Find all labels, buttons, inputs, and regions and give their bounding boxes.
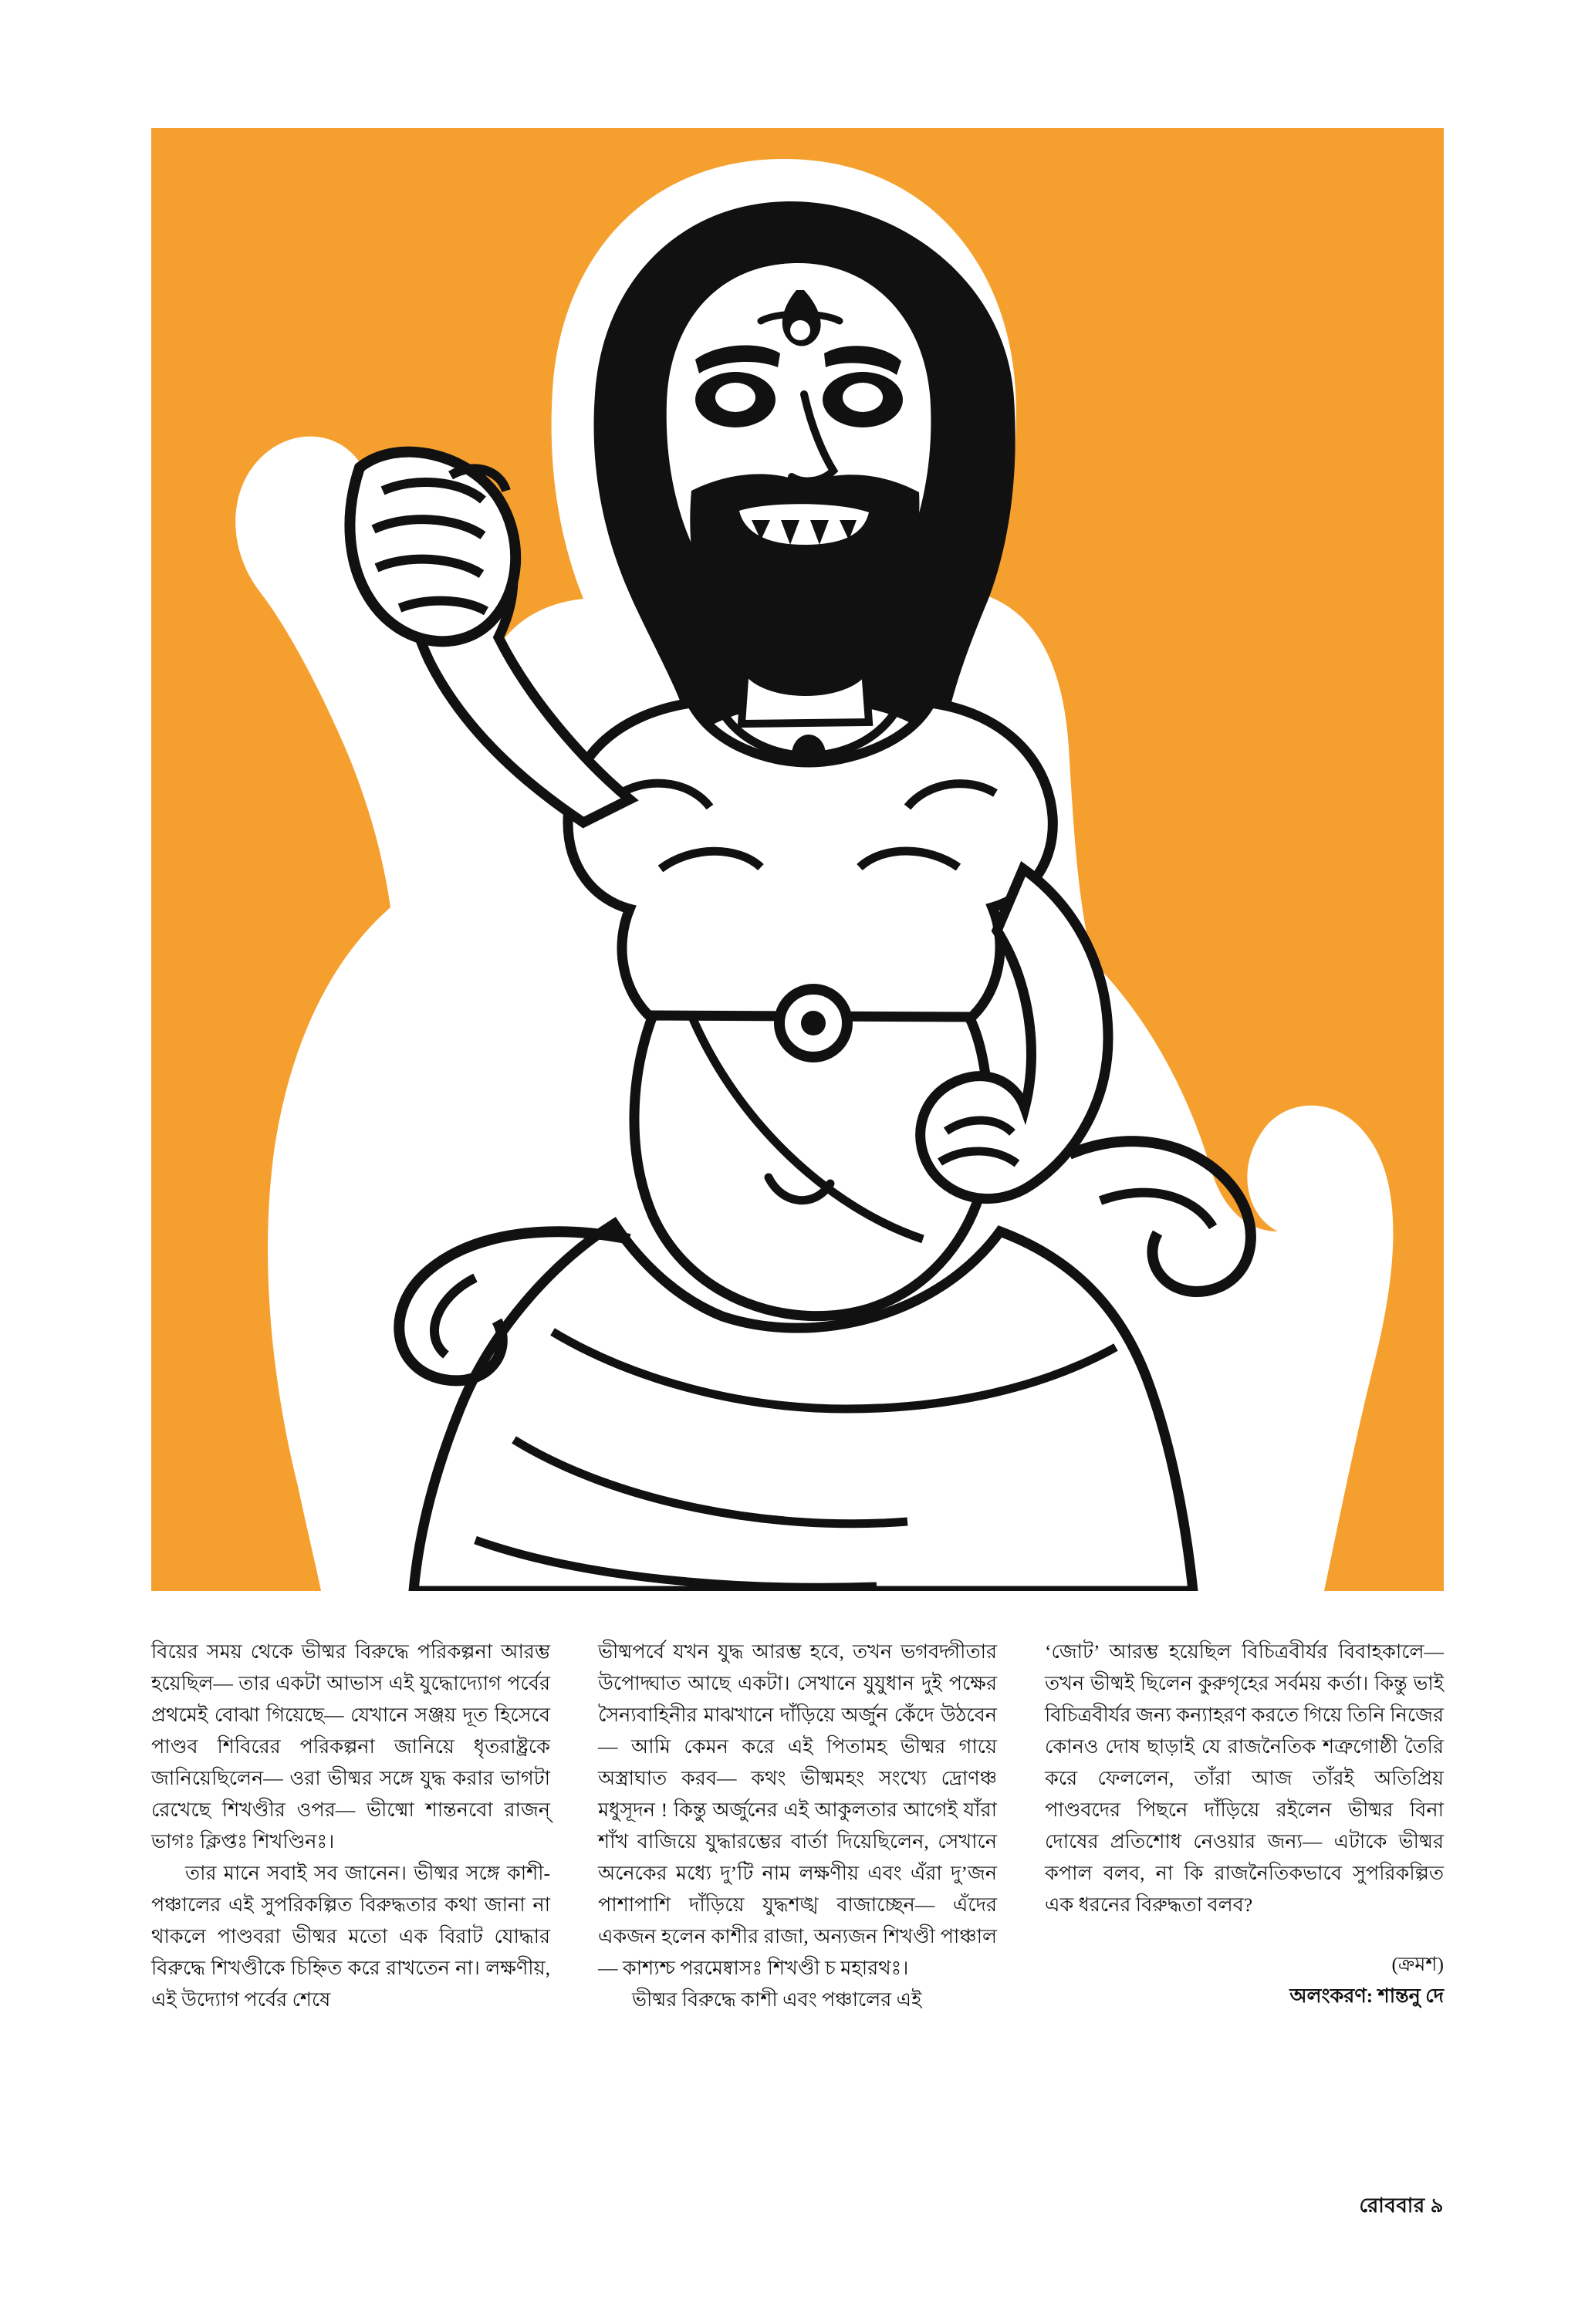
article-column-1 bbox=[151, 1636, 550, 2130]
illustrator-credit: অলংকরণ: শান্তনু দে bbox=[1289, 1985, 1444, 2007]
page-footer: রোববার ৯ bbox=[1359, 2194, 1444, 2217]
paragraph: ভীষ্মর বিরুদ্ধে কাশী এবং পঞ্চালের এই bbox=[632, 1988, 922, 2011]
paragraph: বিয়ের সময় থেকে ভীষ্মর বিরুদ্ধে পরিকল্পনা আরম্ভ হয়েছিল— তার একটা আভাস এই যুদ্ধোদ্যোগ পর্বের প্রথমেই বোঝা গিয়েছে— যেখানে সঞ্জয় দূত হিসেবে পাণ্ডব শিবিরের পরিকল্পনা জানিয়ে ধৃতরাষ্ট্রকে জানিয়েছিলেন— ওরা ভীষ্মর সঙ্গে যুদ্ধ করার ভাগটা রেখেছে শিখণ্ডীর ওপর— ভীষ্মো শান্তনবো রাজন্‌ ভাগঃ ক্লিপ্তঃ শিখণ্ডিনঃ। bbox=[151, 1640, 550, 1853]
article-body bbox=[151, 1636, 1444, 2130]
article-column-3 bbox=[1045, 1636, 1444, 2130]
bhishma-illustration bbox=[151, 128, 1444, 1591]
paragraph: ভীষ্মপর্বে যখন যুদ্ধ আরম্ভ হবে, তখন ভগবদ্গীতার উপোদ্ঘাত আছে একটা। সেখানে যুযুধান দুই পক্ষের সৈন্যবাহিনীর মাঝখানে দাঁড়িয়ে অর্জুন কেঁদে উঠবেন— আমি কেমন করে এই পিতামহ ভীষ্মর গায়ে অস্ত্রাঘাত করব— কথং ভীষ্মমহং সংখ্যে দ্রোণঞ্চ মধুসূদন ! কিন্তু অর্জুনের এই আকুলতার আগেই যাঁরা শাঁখ বাজিয়ে যুদ্ধারম্ভের বার্তা দিয়েছিলেন, সেখানে অনেকের মধ্যে দু’টি নাম লক্ষণীয় এবং এঁরা দু’জন পাশাপাশি দাঁড়িয়ে যুদ্ধশঙ্খ বাজাচ্ছেন— এঁদের একজন হলেন কাশীর রাজা, অন্যজন শিখণ্ডী পাঞ্চাল— কাশ্যশ্চ পরমেষ্বাসঃ শিখণ্ডী চ মহারথঃ। bbox=[598, 1640, 997, 1979]
article-column-2 bbox=[598, 1636, 997, 2130]
paragraph: ‘জোট’ আরম্ভ হয়েছিল বিচিত্রবীর্যর বিবাহকালে— তখন ভীষ্মই ছিলেন কুরুগৃহের সর্বময় কর্তা। কিন্তু ভাই বিচিত্রবীর্যর জন্য কন্যাহরণ করতে গিয়ে তিনি নিজের কোনও দোষ ছাড়াই যে রাজনৈতিক শত্রুগোষ্ঠী তৈরি করে ফেললেন, তাঁরা আজ তাঁরই অতিপ্রিয় পাণ্ডবদের পিছনে দাঁড়িয়ে রইলেন ভীষ্মর বিনা দোষের প্রতিশোধ নেওয়ার জন্য— এটাকে ভীষ্মর কপাল বলব, না কি রাজনৈতিকভাবে সুপরিকল্পিত এক ধরনের বিরুদ্ধতা বলব? bbox=[1045, 1640, 1444, 1916]
paragraph: তার মানে সবাই সব জানেন। ভীষ্মর সঙ্গে কাশী-পঞ্চালের এই সুপরিকল্পিত বিরুদ্ধতার কথা জানা না থাকলে পাণ্ডবরা ভীষ্মর মতো এক বিরাট যোদ্ধার বিরুদ্ধে শিখণ্ডীকে চিহ্নিত করে রাখতেন না। লক্ষণীয়, এই উদ্যোগ পর্বের শেষে bbox=[151, 1862, 550, 2011]
continued-label: (ক্রমশ) bbox=[1391, 1953, 1444, 1975]
credit-block bbox=[1045, 1948, 1444, 2012]
